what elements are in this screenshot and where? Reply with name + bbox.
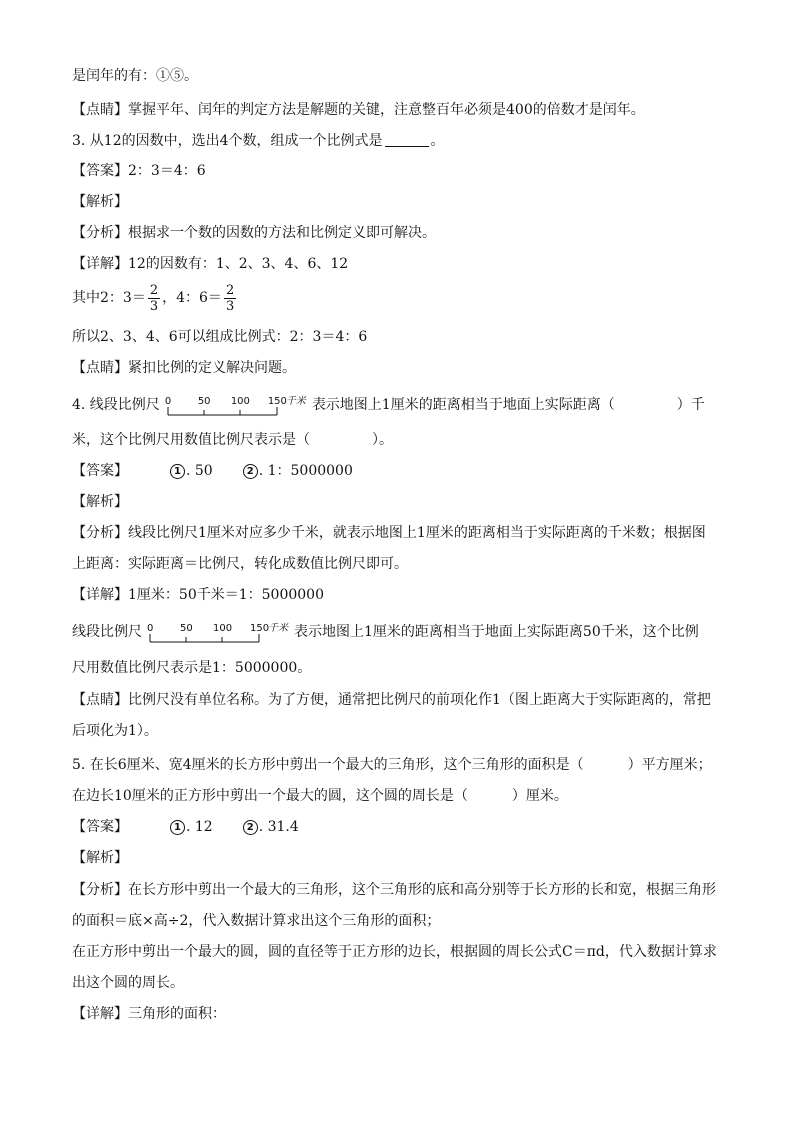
text-line: 后项化为1）。 (72, 723, 158, 739)
circled-number: 2 (243, 464, 258, 479)
answer-line: 【答案】2：3＝4：6 (72, 163, 206, 179)
answer-line: 【答案】 1 . 50 2 . 1：5000000 (72, 463, 353, 479)
text-line: 尺用数值比例尺表示是1：5000000。 (72, 660, 312, 676)
text-line: 【点睛】比例尺没有单位名称。为了方便，通常把比例尺的前项化作1（图上距离大于实际距离的，常把 (72, 692, 711, 708)
text-line: 上距离：实际距离＝比例尺，转化成数值比例尺即可。 (72, 556, 408, 572)
tag-dianjing: 【点睛】 (72, 102, 128, 118)
answer-blank (385, 132, 429, 147)
scale-unit-label: 千米 (268, 623, 288, 634)
text-line: 线段比例尺 0 50 100 150 千米 表示地图上1厘米的距离相当于地面上实际距离50千米，这个比例 (72, 620, 699, 646)
text-line: 【分析】在长方形中剪出一个最大的三角形，这个三角形的底和高分别等于长方形的长和宽，根据三角形 (72, 882, 716, 898)
text-line: 【点睛】掌握平年、闰年的判定方法是解题的关键，注意整百年必须是400的倍数才是闰年。 (72, 102, 645, 118)
text-line: 在边长10厘米的正方形中剪出一个最大的圆，这个圆的周长是（ ）厘米。 (72, 788, 568, 804)
fraction: $\frac{2}{3}$ (225, 282, 235, 314)
text-line: 米，这个比例尺用数值比例尺表示是（ ）。 (72, 432, 393, 448)
scale-bar (144, 620, 292, 646)
scale-unit-label: 千米 (285, 396, 306, 407)
scale-bar (162, 393, 310, 419)
analysis-heading: 【解析】 (72, 850, 128, 866)
fraction: $\frac{2}{3}$ (149, 282, 159, 314)
circled-number: 2 (243, 820, 258, 835)
text-line: 【详解】12的因数有：1、2、3、4、6、12 (72, 256, 349, 272)
text-line: 是闰年的有：①⑤。 (72, 68, 198, 84)
question-3: 3. 从12的因数中，选出4个数，组成一个比例式是 。 (72, 133, 445, 149)
text-line: 出这个圆的周长。 (72, 975, 184, 991)
scale-tick-label: 100 (230, 396, 250, 407)
analysis-heading: 【解析】 (72, 194, 128, 210)
answer-line: 【答案】 1 . 12 2 . 31.4 (72, 819, 299, 835)
text-line: 【点睛】紧扣比例的定义解决问题。 (72, 360, 296, 376)
scale-tick-label: 150 (250, 623, 270, 634)
text-line: 在正方形中剪出一个最大的圆，圆的直径等于正方形的边长，根据圆的周长公式C＝πd，代入数据计算求 (72, 944, 717, 960)
scale-tick-label: 150 (267, 396, 287, 407)
question-5: 5. 在长6厘米、宽4厘米的长方形中剪出一个最大的三角形，这个三角形的面积是（ ）平方厘米； (72, 757, 712, 773)
text-line: 的面积＝底×高÷2，代入数据计算求出这个三角形的面积； (72, 913, 441, 929)
circled-number: 1 (170, 820, 185, 835)
scale-tick-label: 50 (197, 396, 211, 407)
scale-tick-label: 100 (213, 623, 233, 634)
fraction-line: 其中2：3＝ $\frac{2}{3}$ ，4：6＝ $\frac{2}{3}$ (72, 282, 235, 314)
text-line: 【详解】1厘米：50千米＝1：5000000 (72, 587, 324, 603)
scale-tick-label: 0 (147, 623, 154, 634)
circled-number: 1 (170, 464, 185, 479)
question-4: 4. 线段比例尺 0 50 100 150 千米 表示地图上1厘米的距离相当于地面上实际距离（ ）千 (72, 393, 705, 419)
text-line: 【分析】线段比例尺1厘米对应多少千米，就表示地图上1厘米的距离相当于实际距离的千米数；根据图 (72, 525, 706, 541)
text-line: 所以2、3、4、6可以组成比例式：2：3＝4：6 (72, 329, 368, 345)
scale-tick-label: 50 (180, 623, 193, 634)
text-line: 【分析】根据求一个数的因数的方法和比例定义即可解决。 (72, 225, 436, 241)
scale-tick-label: 0 (164, 396, 172, 407)
text-line: 【详解】三角形的面积： (72, 1006, 226, 1022)
analysis-heading: 【解析】 (72, 494, 128, 510)
